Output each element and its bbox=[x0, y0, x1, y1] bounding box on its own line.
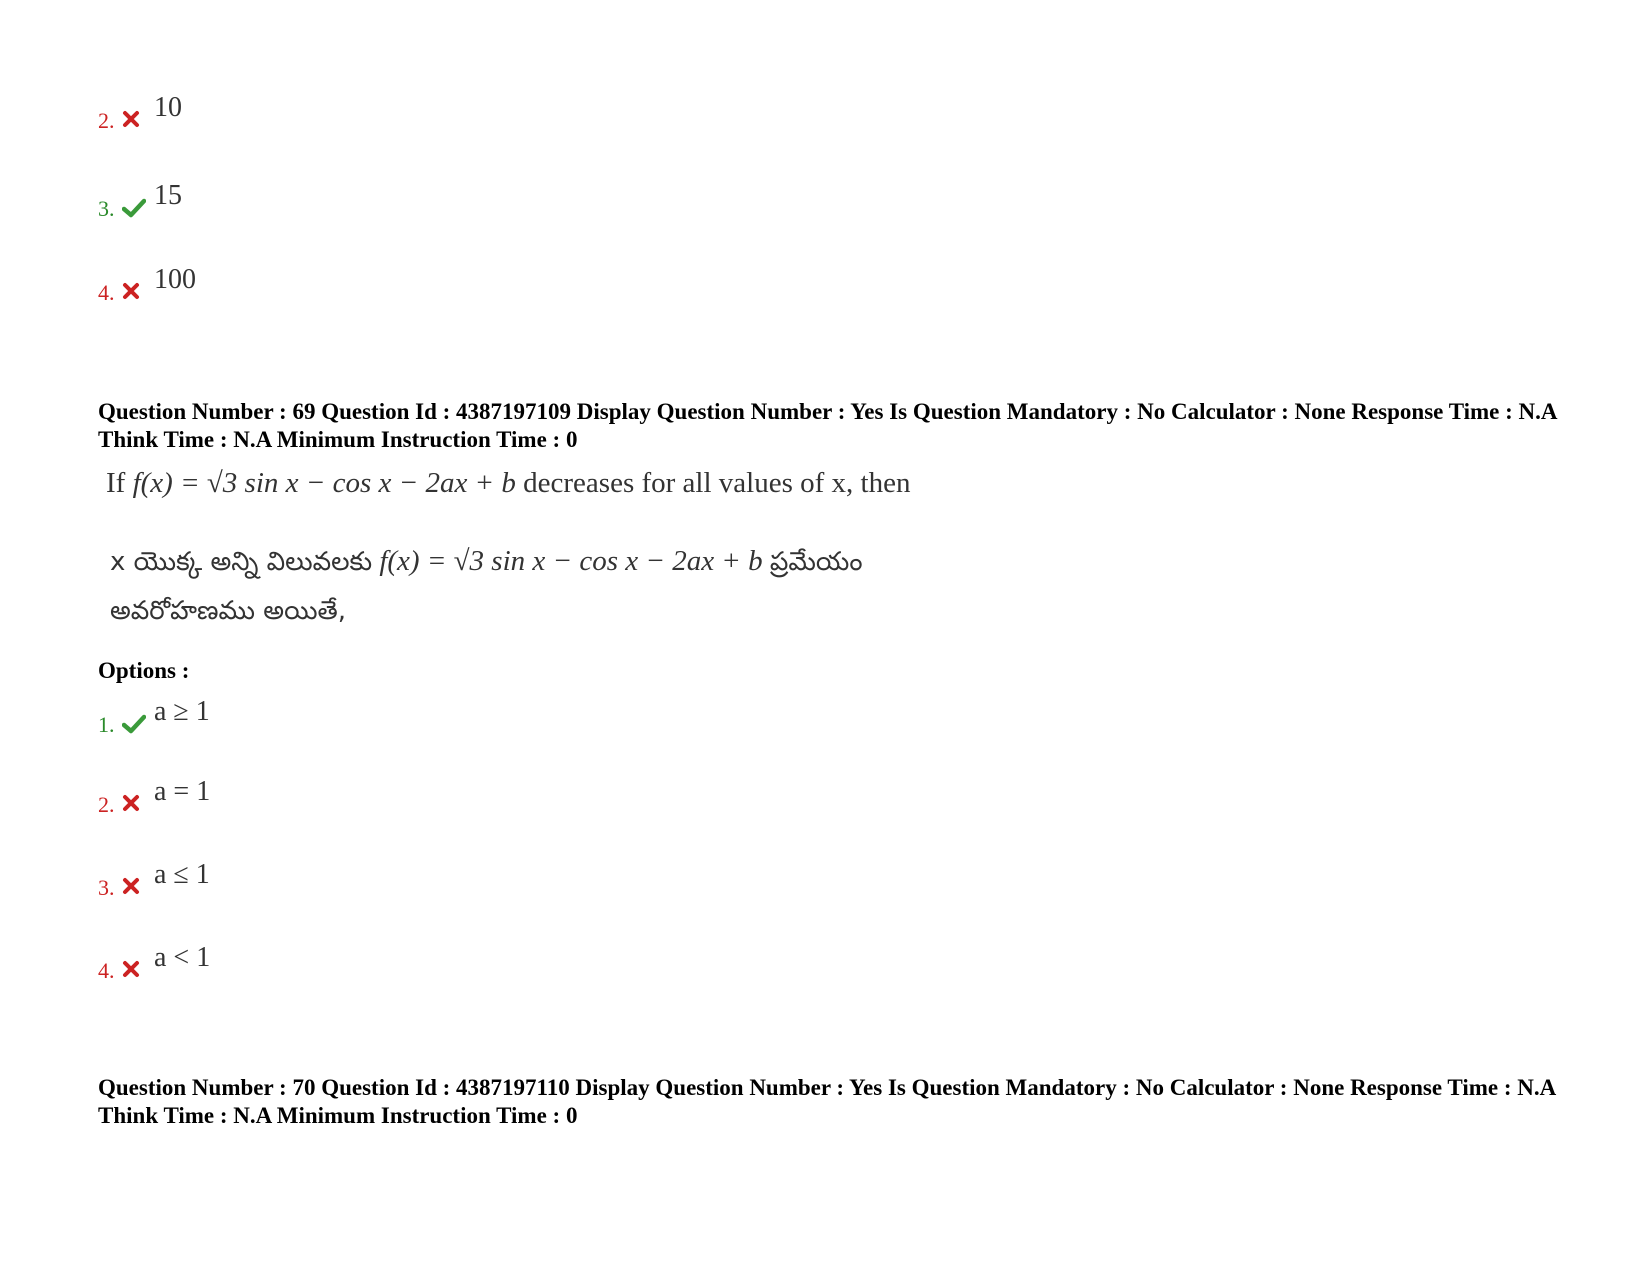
cross-icon bbox=[122, 282, 148, 304]
telugu-prefix: x యొక్క అన్ని విలువలకు bbox=[110, 547, 373, 577]
option-value: a ≤ 1 bbox=[154, 859, 210, 890]
check-icon bbox=[122, 714, 148, 736]
option-value: a < 1 bbox=[154, 942, 211, 973]
cross-icon bbox=[122, 877, 148, 899]
q69-option-3 bbox=[98, 859, 210, 900]
prev-option-2 bbox=[98, 92, 182, 133]
q69-option-4 bbox=[98, 942, 211, 983]
english-prefix: If bbox=[106, 467, 126, 499]
telugu-function: f(x) = √3 sin x − cos x − 2ax + b bbox=[379, 545, 763, 577]
q69-option-2 bbox=[98, 776, 211, 817]
option-number: 2. bbox=[98, 108, 115, 133]
question-69-header: Question Number : 69 Question Id : 4387197109 Display Question Number : Yes Is Question Mandatory : No Calculator : None Response Time : N.A Think Time : N.A Minimum Instruction Time : 0 bbox=[98, 399, 1557, 452]
cross-icon bbox=[122, 110, 148, 132]
option-value: 10 bbox=[154, 92, 182, 123]
option-number: 2. bbox=[98, 792, 115, 817]
option-value: 15 bbox=[154, 180, 182, 211]
option-number: 4. bbox=[98, 280, 115, 305]
question-69-telugu bbox=[110, 544, 863, 579]
english-suffix: decreases for all values of x, then bbox=[523, 467, 911, 499]
question-69-english bbox=[106, 466, 910, 500]
option-number: 3. bbox=[98, 875, 115, 900]
q69-option-1 bbox=[98, 696, 210, 737]
prev-option-4 bbox=[98, 264, 196, 305]
option-number: 1. bbox=[98, 712, 115, 737]
option-value: a ≥ 1 bbox=[154, 696, 210, 727]
check-icon bbox=[122, 198, 148, 220]
prev-option-3 bbox=[98, 180, 182, 221]
cross-icon bbox=[122, 794, 148, 816]
english-function: f(x) = √3 sin x − cos x − 2ax + b bbox=[132, 467, 516, 499]
options-label: Options : bbox=[98, 658, 190, 683]
question-70-header: Question Number : 70 Question Id : 4387197110 Display Question Number : Yes Is Question Mandatory : No Calculator : None Response Time : N.A Think Time : N.A Minimum Instruction Time : 0 bbox=[98, 1075, 1555, 1128]
telugu-suffix: ప్రమేయం bbox=[769, 547, 863, 577]
option-value: 100 bbox=[154, 264, 196, 295]
option-number: 4. bbox=[98, 958, 115, 983]
question-69-telugu-line2: అవరోహణము అయితే, bbox=[110, 596, 346, 626]
option-number: 3. bbox=[98, 196, 115, 221]
option-value: a = 1 bbox=[154, 776, 211, 807]
cross-icon bbox=[122, 960, 148, 982]
